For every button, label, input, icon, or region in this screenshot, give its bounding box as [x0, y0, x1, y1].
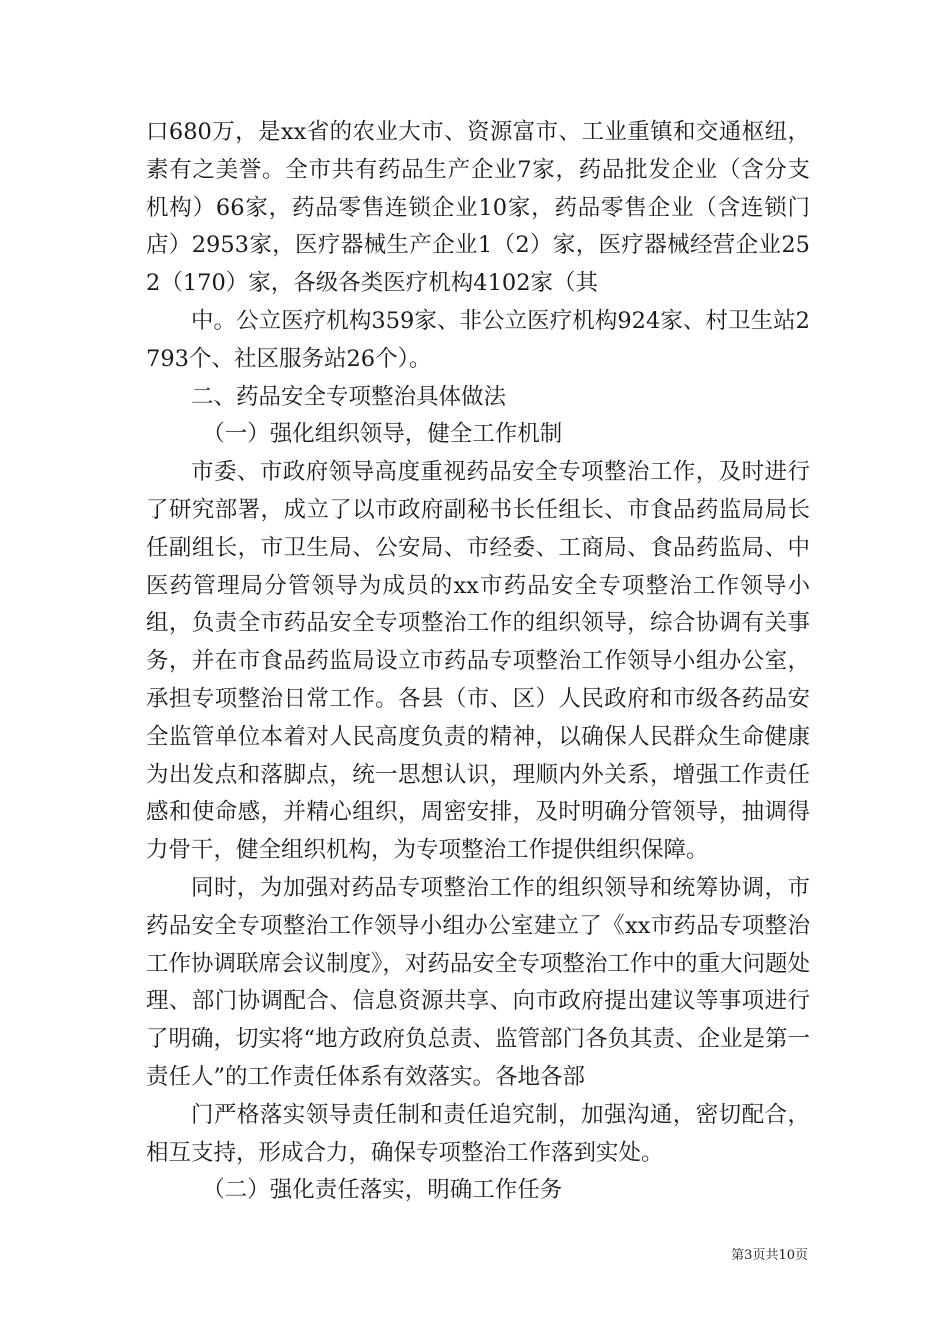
document-body: [146, 114, 810, 1210]
section-heading: 二、药品安全专项整治具体做法: [191, 383, 507, 410]
subsection-heading-2: （二）强化责任落实，明确工作任务: [202, 1177, 563, 1204]
paragraph-responsibility: 门严格落实领导责任制和责任追究制，加强沟通，密切配合，相互支持，形成合力，确保专项整治工作落到实处。: [146, 1101, 810, 1166]
paragraph-continued-intro: 口680万，是xx省的农业大市、资源富市、工业重镇和交通枢纽，素有之美誉。全市共有药品生产企业7家，药品批发企业（含分支机构）66家，药品零售连锁企业10家，药品零售企业（含连锁门店）2953家，医疗器械生产企业1（2）家，医疗器械经营企业252（170）家，各级各类医疗机构4102家（其: [146, 119, 810, 297]
paragraph-medical-institutions: 中。公立医疗机构359家、非公立医疗机构924家、村卫生站2793个、社区服务站26个）。: [146, 307, 810, 372]
paragraph-leadership: 市委、市政府领导高度重视药品安全专项整治工作，及时进行了研究部署，成立了以市政府副秘书长任组长、市食品药监局局长任副组长，市卫生局、公安局、市经委、工商局、食品药监局、中医药管理局分管领导为成员的xx市药品安全专项整治工作领导小组，负责全市药品安全专项整治工作的组织领导，综合协调有关事务，并在市食品药监局设立市药品专项整治工作领导小组办公室，承担专项整治日常工作。各县（市、区）人民政府和市级各药品安全监管单位本着对人民高度负责的精神，以确保人民群众生命健康为出发点和落脚点，统一思想认识，理顺内外关系，增强工作责任感和使命感，并精心组织，周密安排，及时明确分管领导，抽调得力骨干，健全组织机构，为专项整治工作提供组织保障。: [146, 459, 810, 864]
subsection-heading-1: （一）强化组织领导，健全工作机制: [202, 421, 563, 448]
paragraph-coordination: 同时，为加强对药品专项整治工作的组织领导和统筹协调，市药品安全专项整治工作领导小组办公室建立了《xx市药品专项整治工作协调联席会议制度》，对药品安全专项整治工作中的重大问题处理、部门协调配合、信息资源共享、向市政府提出建议等事项进行了明确，切实将“地方政府负总责、监管部门各负其责、企业是第一责任人”的工作责任体系有效落实。各地各部: [146, 874, 811, 1090]
page-number: 第3页共10页: [731, 1248, 808, 1263]
